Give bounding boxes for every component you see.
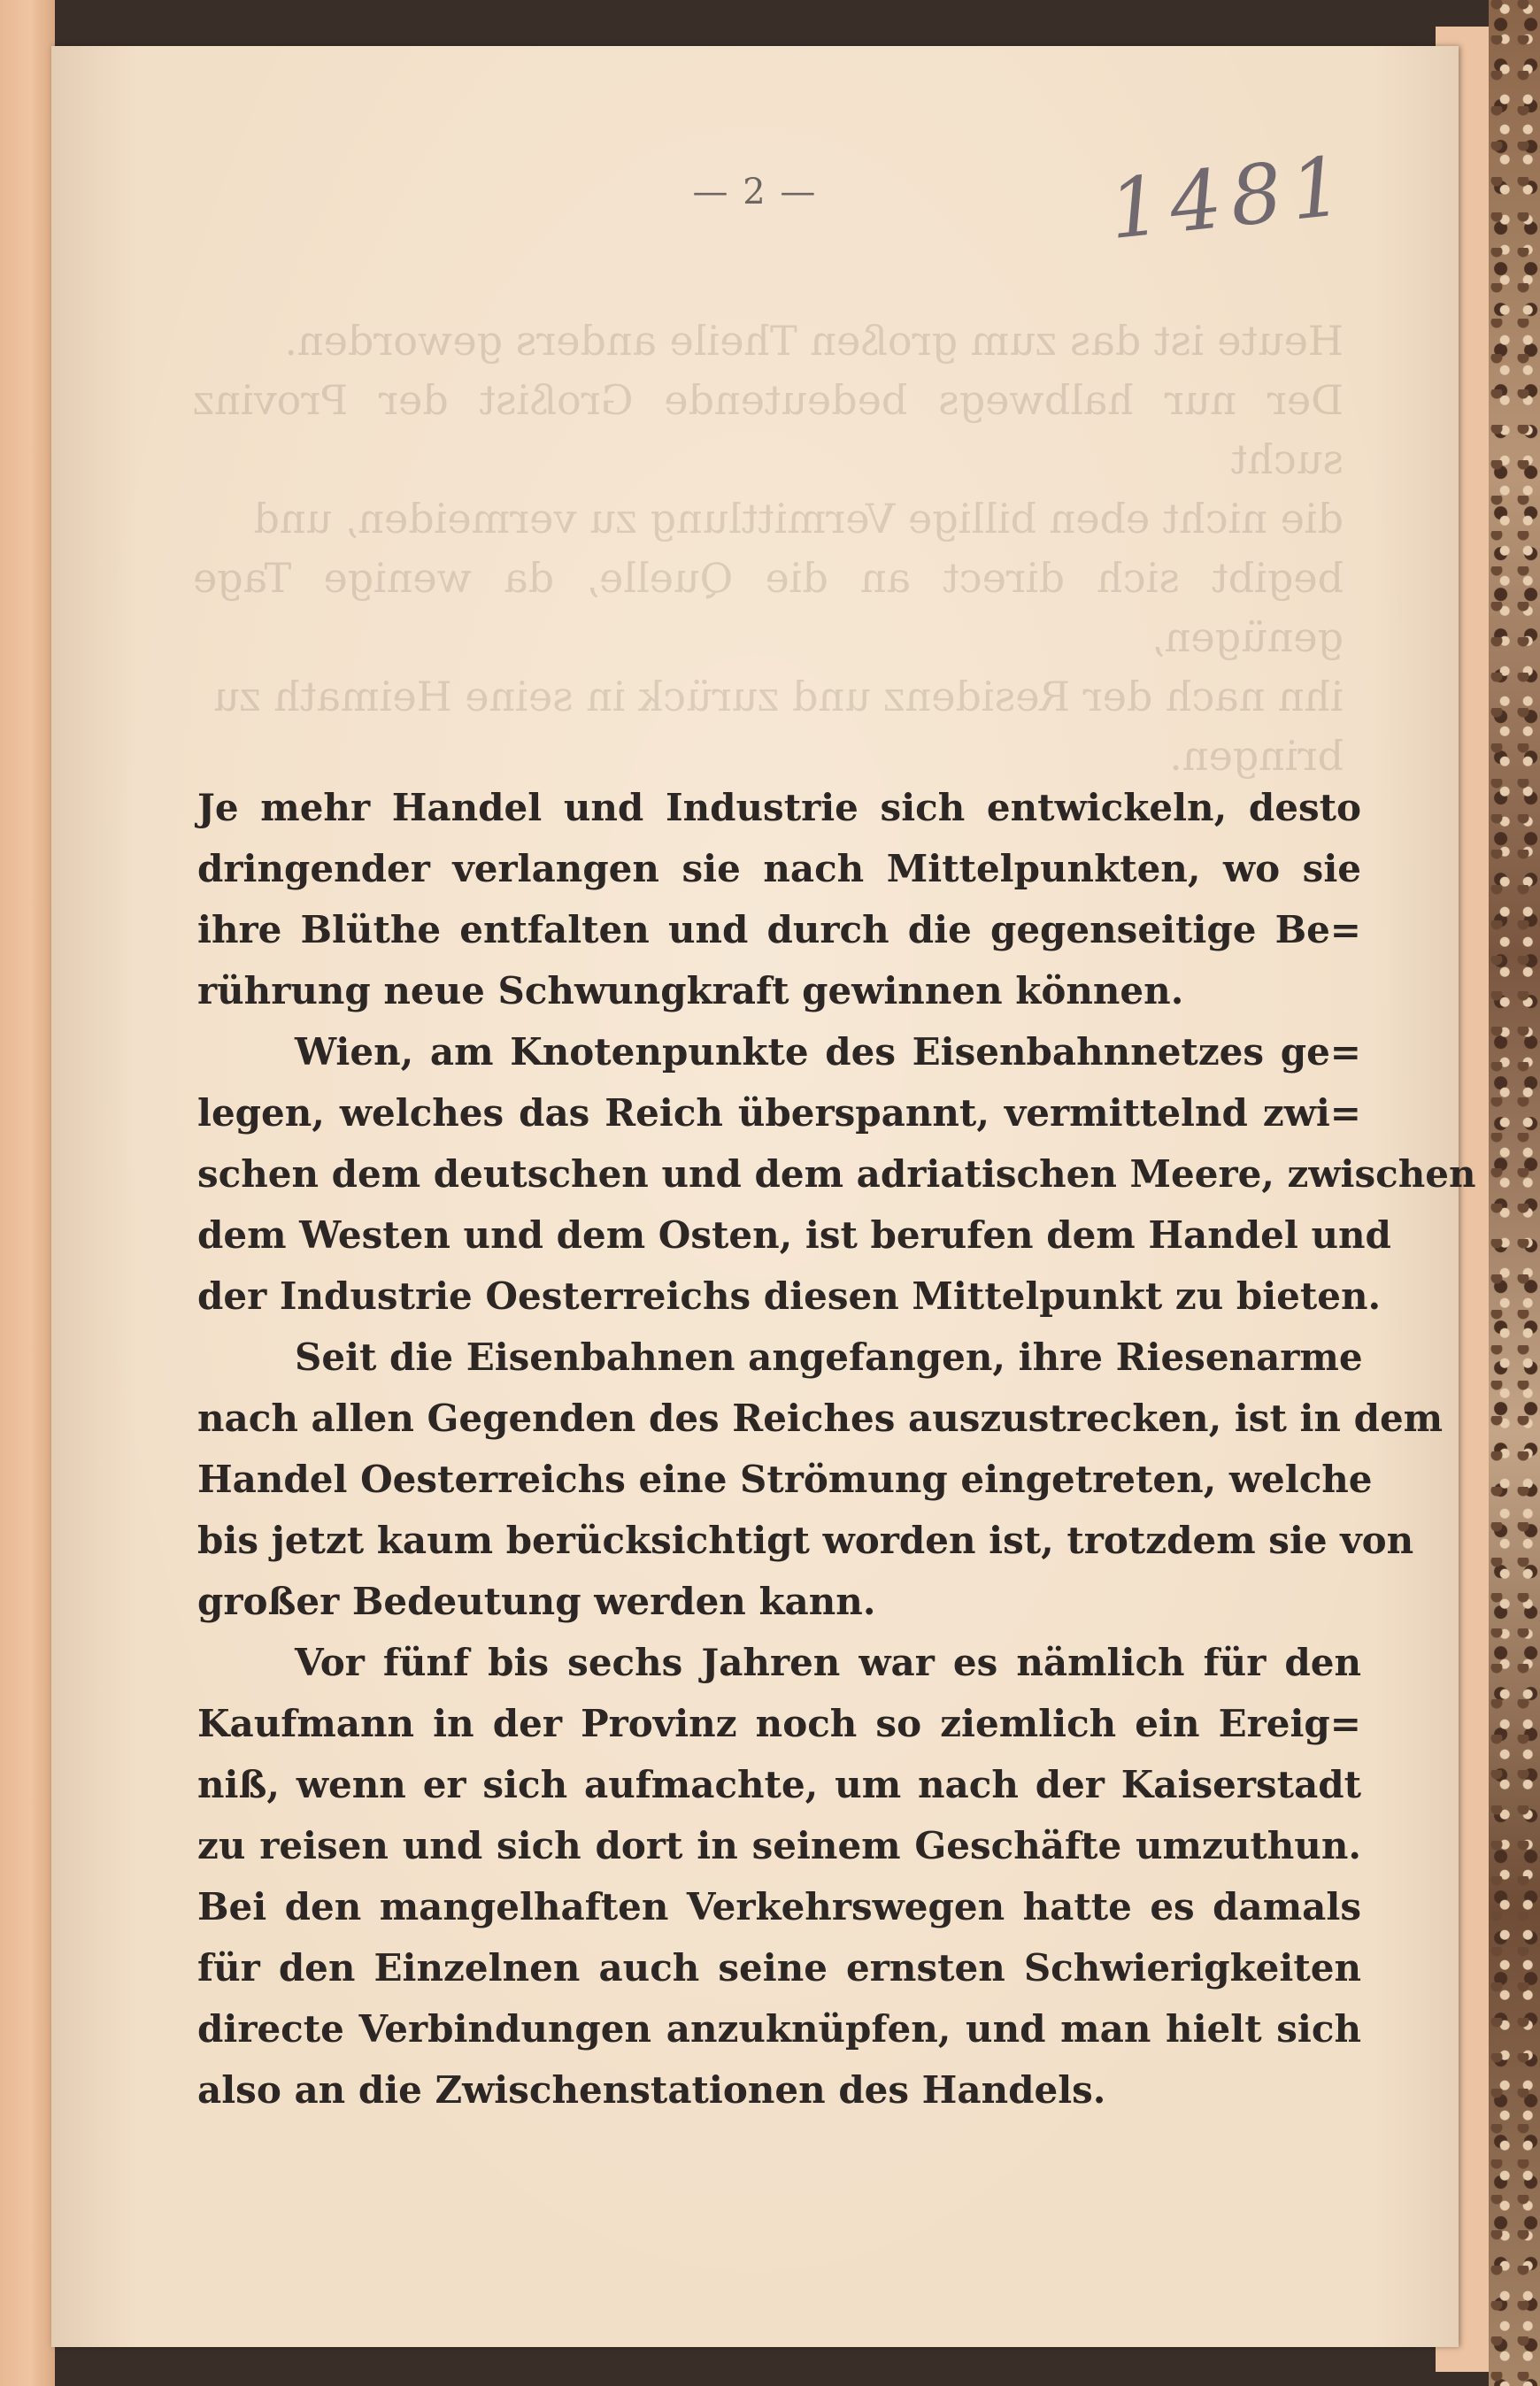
text-line: bis jetzt kaum berücksichtigt worden ist, trotzdem sie von <box>197 1519 1414 1562</box>
text-line: Handel Oesterreichs eine Strömung eingetreten, welche <box>197 1458 1373 1501</box>
bleed-line: die nicht eben billige Vermittlung zu vermeiden, und <box>253 495 1344 543</box>
text-line: Je mehr Handel und Industrie sich entwickeln, desto <box>197 786 1361 829</box>
book-page <box>51 46 1476 2347</box>
text-line: Seit die Eisenbahnen angefangen, ihre Riesenarme <box>295 1335 1363 1379</box>
text-line: zu reisen und sich dort in seinem Geschäfte umzuthun. <box>197 1824 1361 1867</box>
bleed-line: Der nur halbwegs bedeutende Großist der Provinz sucht <box>193 376 1344 483</box>
marbled-edge <box>1489 0 1540 2386</box>
text-line: ihre Blüthe entfalten und durch die gegenseitige Be= <box>197 908 1361 951</box>
bleed-line: bringen. <box>1169 732 1344 780</box>
pencil-annotation: 1481 <box>1105 137 1356 258</box>
text-line: Kaufmann in der Provinz noch so ziemlich ein Ereig= <box>197 1702 1361 1745</box>
text-line: rührung neue Schwungkraft gewinnen können. <box>197 969 1184 1012</box>
text-line: dringender verlangen sie nach Mittelpunkten, wo sie <box>197 847 1361 890</box>
bleed-line: Heute ist das zum großen Theile anders geworden. <box>284 317 1344 365</box>
bleed-through-text <box>193 312 1344 786</box>
bleed-line: ihn nach der Residenz und zurück in seine Heimath zu <box>213 673 1344 720</box>
text-line: schen dem deutschen und dem adriatischen Meere, zwischen <box>197 1152 1476 1196</box>
body-text <box>197 777 1476 2120</box>
bleed-line: begibt sich direct an die Quelle, da wenige Tage genügen, <box>193 554 1344 661</box>
text-line: nach allen Gegenden des Reiches auszustrecken, ist in dem <box>197 1397 1444 1440</box>
text-line: Vor fünf bis sechs Jahren war es nämlich für den <box>295 1641 1361 1684</box>
text-line: Wien, am Knotenpunkte des Eisenbahnnetzes ge= <box>295 1030 1361 1074</box>
text-line: großer Bedeutung werden kann. <box>197 1580 876 1623</box>
text-line: also an die Zwischenstationen des Handels. <box>197 2068 1106 2112</box>
text-line: dem Westen und dem Osten, ist berufen dem Handel und <box>197 1213 1391 1257</box>
text-line: niß, wenn er sich aufmachte, um nach der Kaiserstadt <box>197 1763 1361 1806</box>
text-line: legen, welches das Reich überspannt, vermittelnd zwi= <box>197 1091 1361 1135</box>
text-line: der Industrie Oesterreichs diesen Mittelpunkt zu bieten. <box>197 1274 1382 1318</box>
text-line: Bei den mangelhaften Verkehrswegen hatte es damals <box>197 1885 1361 1928</box>
left-page-edge <box>0 0 55 2386</box>
page-number: — 2 — <box>692 172 818 212</box>
text-line: directe Verbindungen anzuknüpfen, und man hielt sich <box>197 2007 1361 2051</box>
text-line: für den Einzelnen auch seine ernsten Schwierigkeiten <box>197 1946 1361 1990</box>
